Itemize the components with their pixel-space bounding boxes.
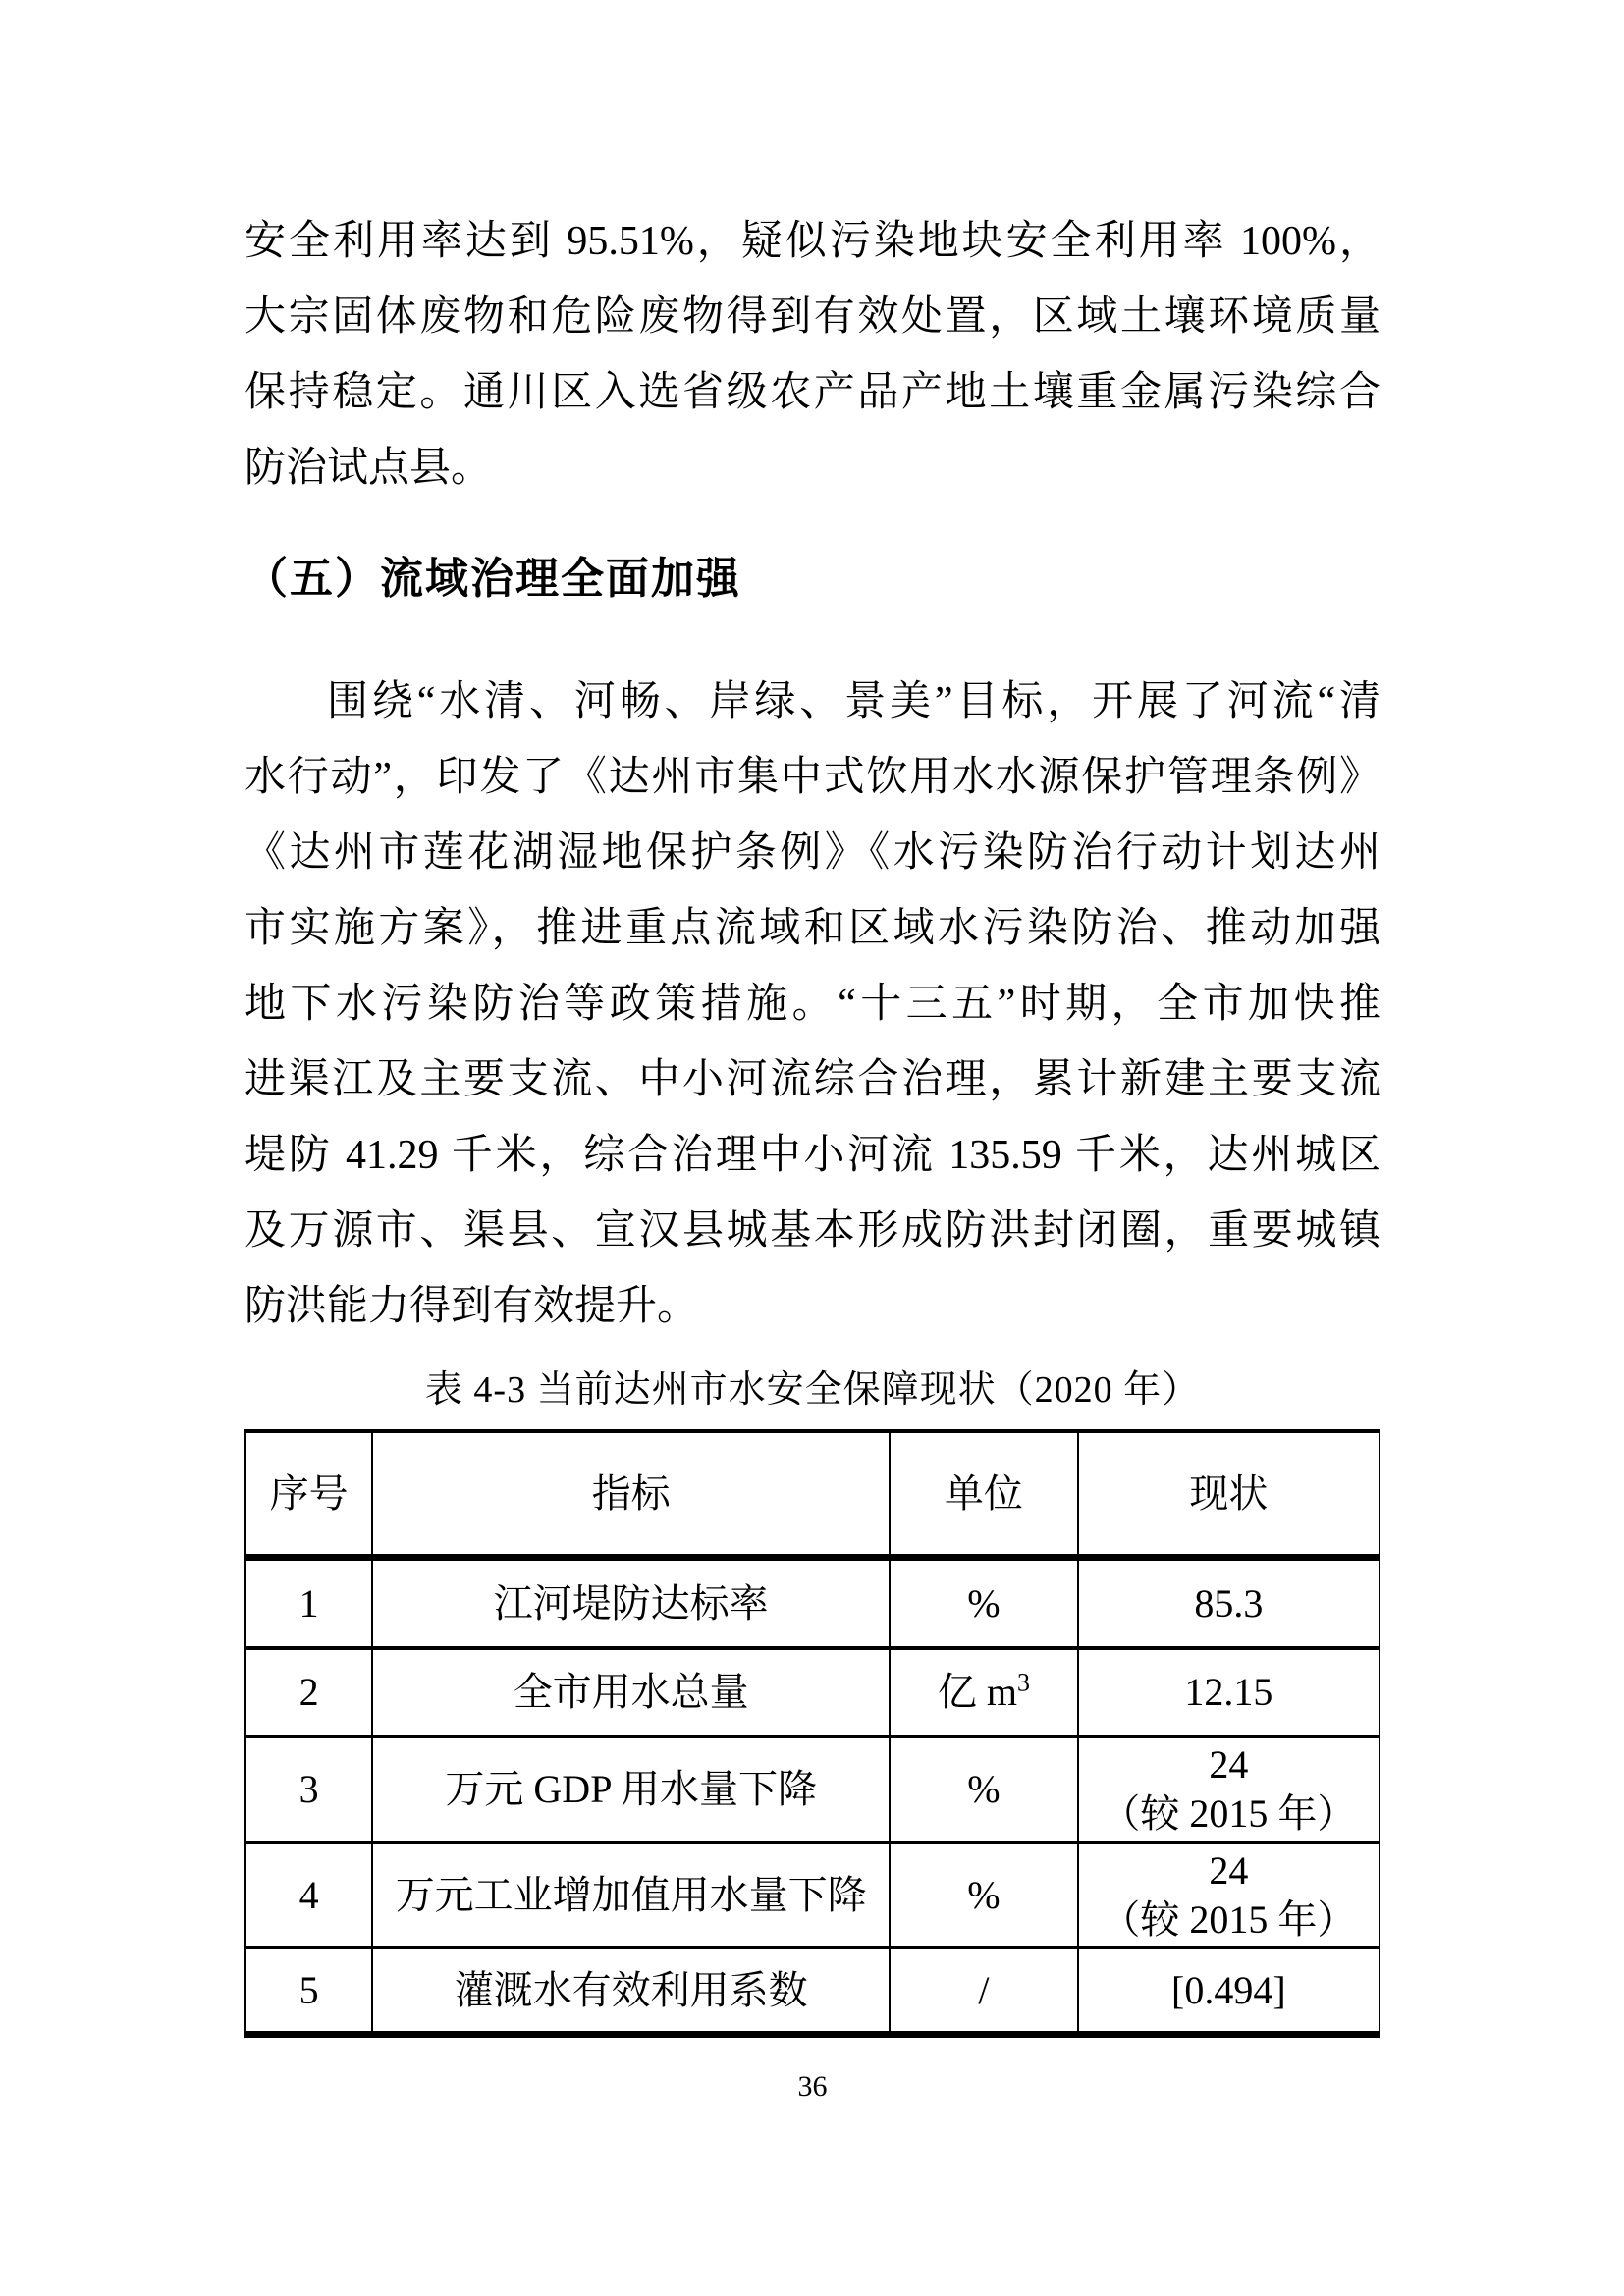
water-safety-table: [244, 1429, 1380, 2038]
section-heading: （五）流域治理全面加强: [244, 555, 741, 603]
paragraph-line: 《达州市莲花湖湿地保护条例》《水污染防治行动计划达州: [244, 830, 1380, 876]
unit-superscript: 3: [1016, 1668, 1030, 1697]
cell-status: 85.3: [1078, 1558, 1380, 1649]
cell-status: 12.15: [1078, 1648, 1380, 1736]
paragraph-line: 及万源市、渠县、宣汉县城基本形成防洪封闭圈，重要城镇: [244, 1208, 1380, 1254]
paragraph-line: 保持稳定。通川区入选省级农产品产地土壤重金属污染综合: [244, 370, 1380, 415]
cell-indicator: 万元 GDP 用水量下降: [372, 1736, 890, 1842]
table-row: [245, 1736, 1380, 1842]
paragraph-line: 进渠江及主要支流、中小河流综合治理，累计新建主要支流: [244, 1057, 1380, 1102]
cell-no: 4: [245, 1842, 372, 1948]
header-cell-unit: 单位: [890, 1431, 1078, 1558]
cell-status: [0.494]: [1078, 1948, 1380, 2035]
status-note: （较 2015 年）: [1101, 1896, 1357, 1942]
table-row: [245, 1558, 1380, 1649]
status-value: 24: [1209, 1742, 1249, 1787]
paragraph-soil-safety: [244, 204, 1380, 507]
table-header-row: [245, 1431, 1380, 1558]
paragraph-line: 防洪能力得到有效提升。: [244, 1284, 699, 1329]
page-content: [244, 0, 1380, 2107]
unit-base: 亿 m: [937, 1670, 1017, 1714]
paragraph-line: 地下水污染防治等政策措施。“十三五”时期，全市加快推: [244, 982, 1380, 1027]
cell-unit: %: [890, 1558, 1078, 1649]
paragraph-line: 市实施方案》，推进重点流域和区域水污染防治、推动加强: [244, 906, 1380, 951]
table-row: [245, 1648, 1380, 1736]
page-number: 36: [797, 2070, 828, 2103]
cell-unit: %: [890, 1736, 1078, 1842]
paragraph-line: 防治试点县。: [244, 446, 493, 491]
paragraph-line: 围绕“水清、河畅、岸绿、景美”目标，开展了河流“清: [327, 679, 1380, 724]
cell-no: 5: [245, 1948, 372, 2035]
cell-unit: /: [890, 1948, 1078, 2035]
paragraph-line: 大宗固体废物和危险废物得到有效处置，区域土壤环境质量: [244, 294, 1380, 340]
cell-no: 2: [245, 1648, 372, 1736]
cell-status: [1078, 1736, 1380, 1842]
status-note: （较 2015 年）: [1101, 1791, 1357, 1836]
paragraph-river-governance: [244, 665, 1380, 1345]
cell-no: 3: [245, 1736, 372, 1842]
cell-indicator: 全市用水总量: [372, 1648, 890, 1736]
cell-indicator: 江河堤防达标率: [372, 1558, 890, 1649]
cell-indicator: 灌溉水有效利用系数: [372, 1948, 890, 2035]
cell-unit: %: [890, 1842, 1078, 1948]
cell-no: 1: [245, 1558, 372, 1649]
table-row: [245, 1842, 1380, 1948]
header-cell-status: 现状: [1078, 1431, 1380, 1558]
table-row: [245, 1948, 1380, 2035]
header-cell-no: 序号: [245, 1431, 372, 1558]
table-caption: 表 4-3 当前达州市水安全保障现状（2020 年）: [424, 1369, 1201, 1411]
cell-status: [1078, 1842, 1380, 1948]
paragraph-line: 安全利用率达到 95.51%，疑似污染地块安全利用率 100%，: [244, 219, 1380, 264]
paragraph-line: 水行动”，印发了《达州市集中式饮用水水源保护管理条例》: [244, 755, 1380, 800]
paragraph-line: 堤防 41.29 千米，综合治理中小河流 135.59 千米，达州城区: [244, 1133, 1380, 1178]
cell-unit: [890, 1648, 1078, 1736]
status-value: 24: [1209, 1847, 1249, 1893]
cell-indicator: 万元工业增加值用水量下降: [372, 1842, 890, 1948]
header-cell-indicator: 指标: [372, 1431, 890, 1558]
